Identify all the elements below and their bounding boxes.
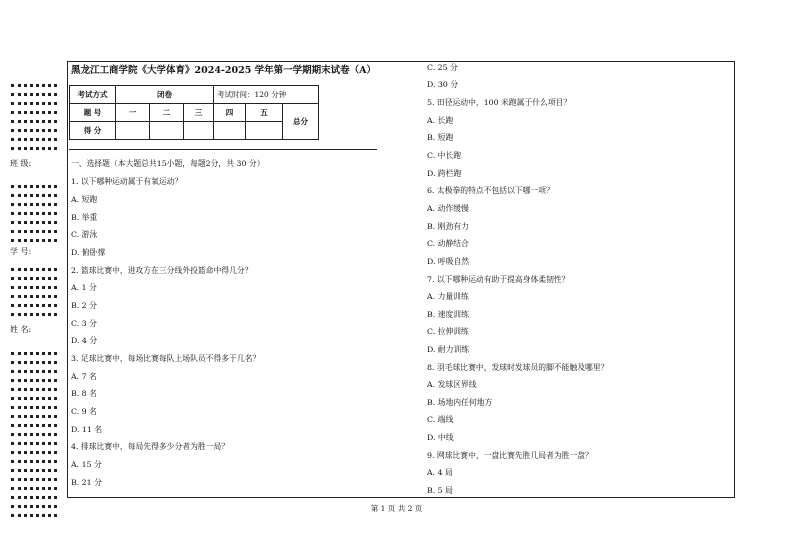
score-table <box>69 85 319 140</box>
binding-dotted-line <box>11 496 57 502</box>
binding-dotted-line <box>11 313 57 319</box>
answer-option: C. 拉伸训练 <box>427 327 469 336</box>
binding-dotted-line <box>11 424 57 430</box>
binding-dotted-line <box>11 239 57 245</box>
binding-dotted-line <box>11 388 57 394</box>
answer-option: A. 动作缓慢 <box>427 204 469 213</box>
answer-option: A. 4 局 <box>427 468 453 477</box>
answer-option: B. 5 局 <box>427 486 453 495</box>
section-header: 一 <box>116 104 150 122</box>
answer-option: A. 长跑 <box>427 116 454 125</box>
binding-dotted-line <box>11 120 57 126</box>
binding-dotted-line <box>11 370 57 376</box>
answer-option: A. 发球区界线 <box>427 380 477 389</box>
binding-dotted-line <box>11 138 57 144</box>
binding-dotted-line <box>11 304 57 310</box>
question-text: 2. 篮球比赛中，进攻方在三分线外投篮命中得几分？ <box>71 266 253 275</box>
binding-dotted-line <box>11 433 57 439</box>
answer-option: D. 俯卧撑 <box>71 248 106 257</box>
binding-dotted-line <box>11 102 57 108</box>
answer-option: B. 2 分 <box>71 301 97 310</box>
page-footer: 第 1 页 共 2 页 <box>370 504 423 513</box>
section-header: 五 <box>246 104 283 122</box>
binding-dotted-line <box>11 203 57 209</box>
question-text: 3. 足球比赛中，每场比赛每队上场队员不得多于几名？ <box>71 354 261 363</box>
binding-dotted-line <box>11 194 57 200</box>
answer-option: B. 短跑 <box>427 133 454 142</box>
score-cell[interactable] <box>246 122 283 140</box>
answer-option: B. 刚劲有力 <box>427 222 469 231</box>
binding-dotted-line <box>11 379 57 385</box>
class-label: 班 级: <box>10 159 32 168</box>
question-number-label: 题 号 <box>70 104 116 122</box>
answer-option: B. 举重 <box>71 213 98 222</box>
score-cell[interactable] <box>184 122 214 140</box>
name-label: 姓 名: <box>10 325 32 334</box>
question-text: 8. 羽毛球比赛中，发球时发球员的脚不能触及哪里？ <box>427 363 609 372</box>
question-text: 6. 太极拳的特点不包括以下哪一项？ <box>427 186 554 195</box>
question-text: 5. 田径运动中，100 米跑属于什么项目？ <box>427 98 572 107</box>
binding-dotted-line <box>11 129 57 135</box>
answer-option: C. 25 分 <box>427 63 458 72</box>
answer-option: D. 中线 <box>427 433 454 442</box>
answer-option: D. 跨栏跑 <box>427 169 462 178</box>
answer-option: D. 30 分 <box>427 80 459 89</box>
question-text: 7. 以下哪种运动有助于提高身体柔韧性？ <box>427 275 570 284</box>
answer-option: C. 9 名 <box>71 407 97 416</box>
score-cell[interactable] <box>150 122 184 140</box>
binding-dotted-line <box>11 230 57 236</box>
binding-dotted-line <box>11 286 57 292</box>
exam-method-label: 考试方式 <box>70 86 116 104</box>
section-divider <box>69 149 377 150</box>
binding-dotted-line <box>11 451 57 457</box>
binding-dotted-line <box>11 93 57 99</box>
binding-dotted-line <box>11 469 57 475</box>
section-header: 三 <box>184 104 214 122</box>
binding-dotted-line <box>11 295 57 301</box>
binding-dotted-line <box>11 84 57 90</box>
answer-option: D. 4 分 <box>71 336 98 345</box>
question-text: 9. 网球比赛中，一盘比赛先胜几局者为胜一盘？ <box>427 451 593 460</box>
question-text: 4. 排球比赛中，每局先得多少分者为胜一局？ <box>71 442 230 451</box>
score-cell[interactable] <box>116 122 150 140</box>
binding-margin <box>0 0 68 549</box>
binding-dotted-line <box>11 397 57 403</box>
binding-dotted-line <box>11 406 57 412</box>
answer-option: A. 短跑 <box>71 195 98 204</box>
score-row-label: 得 分 <box>70 122 116 140</box>
answer-option: A. 力量训练 <box>427 292 469 301</box>
binding-dotted-line <box>11 442 57 448</box>
answer-option: C. 中长跑 <box>427 151 462 160</box>
section-heading: 一、选择题（本大题总共15小题，每题2分，共 30 分） <box>71 159 265 168</box>
binding-dotted-line <box>11 268 57 274</box>
binding-dotted-line <box>11 185 57 191</box>
binding-dotted-line <box>11 361 57 367</box>
answer-option: A. 1 分 <box>71 283 97 292</box>
score-cell[interactable] <box>214 122 246 140</box>
answer-option: A. 7 名 <box>71 372 97 381</box>
answer-option: D. 11 名 <box>71 425 103 434</box>
answer-option: A. 15 分 <box>71 460 102 469</box>
section-header: 四 <box>214 104 246 122</box>
binding-dotted-line <box>11 415 57 421</box>
total-label: 总分 <box>283 104 319 140</box>
answer-option: C. 3 分 <box>71 319 97 328</box>
binding-dotted-line <box>11 277 57 283</box>
exam-time: 考试时间：120 分钟 <box>214 86 319 104</box>
binding-dotted-line <box>11 487 57 493</box>
answer-option: B. 8 名 <box>71 389 97 398</box>
answer-option: C. 游泳 <box>71 230 98 239</box>
binding-dotted-line <box>11 111 57 117</box>
answer-option: C. 端线 <box>427 415 454 424</box>
binding-dotted-line <box>11 514 57 520</box>
binding-dotted-line <box>11 147 57 153</box>
answer-option: D. 呼吸自然 <box>427 257 470 266</box>
answer-option: C. 动静结合 <box>427 239 469 248</box>
binding-dotted-line <box>11 352 57 358</box>
exam-title: 黑龙江工商学院《大学体育》2024-2025 学年第一学期期末试卷（A） <box>71 65 377 76</box>
binding-dotted-line <box>11 478 57 484</box>
binding-dotted-line <box>11 460 57 466</box>
binding-dotted-line <box>11 221 57 227</box>
section-header: 二 <box>150 104 184 122</box>
answer-option: D. 耐力训练 <box>427 345 470 354</box>
binding-dotted-line <box>11 212 57 218</box>
answer-option: B. 速度训练 <box>427 310 469 319</box>
question-text: 1. 以下哪种运动属于有氧运动？ <box>71 177 183 186</box>
answer-option: B. 21 分 <box>71 478 102 487</box>
exam-method-value: 闭卷 <box>116 86 214 104</box>
student-id-label: 学 号: <box>10 247 32 256</box>
answer-option: B. 场地内任何地方 <box>427 398 493 407</box>
